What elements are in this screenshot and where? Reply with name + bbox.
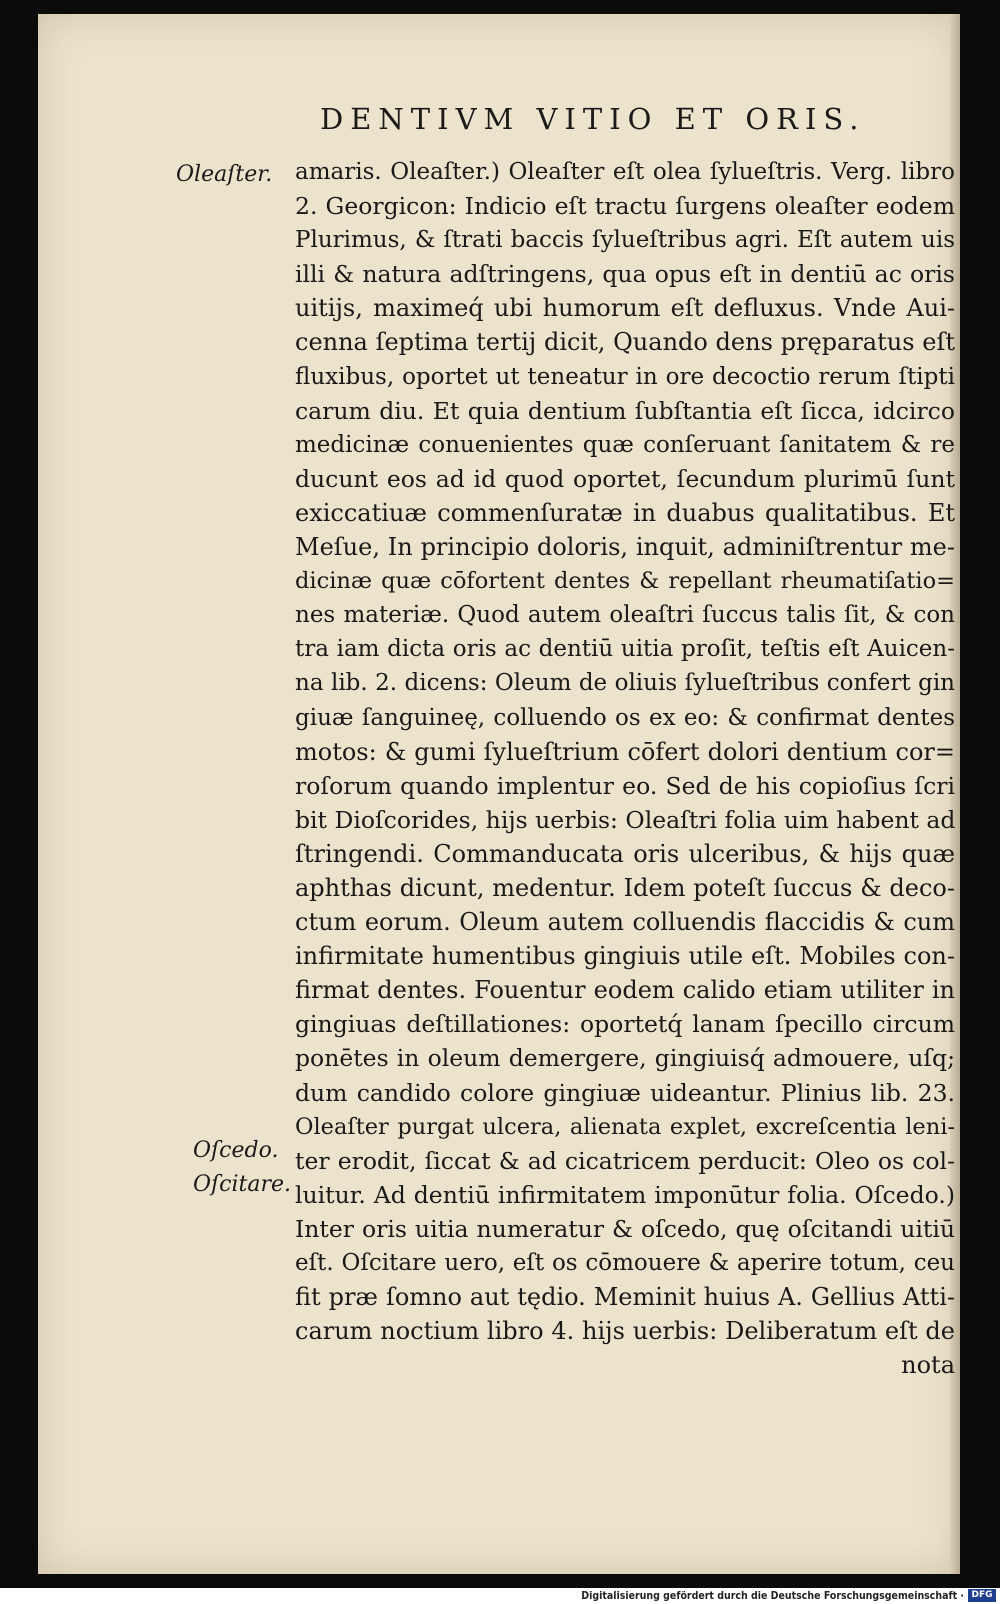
dfg-credit-text: Digitalisierung gefördert durch die Deutsche Forschungsgemeinschaft · (581, 1590, 964, 1602)
margin-note-oscitare: Oſcitare. (193, 1172, 292, 1197)
text-line: 2. Georgicon: Indicio eſt tractu ſurgens oleaſter eodem (295, 192, 955, 221)
text-line: Oleaſter purgat ulcera, alienata explet, excreſcentia leni- (295, 1113, 955, 1140)
text-line: illi & natura adſtringens, qua opus eſt in dentiū ac oris (295, 260, 955, 289)
text-line: bit Dioſcorides, hijs uerbis: Oleaſtri folia uim habent ad (295, 805, 956, 834)
text-line: dicinæ quæ cōfortent dentes & repellant rheumatiſatio= (295, 568, 955, 595)
text-line: luitur. Ad dentiū infirmitatem imponūtur folia. Oſcedo.) (295, 1180, 955, 1209)
text-line: eſt. Oſcitare uero, eſt os cōmouere & aperire totum, ceu (295, 1250, 955, 1276)
text-line: nes materiæ. Quod autem oleaſtri ſuccus talis ſit, & con (295, 602, 955, 629)
text-line: uitijs, maximeq́ ubi humorum eſt defluxus. Vnde Aui- (295, 294, 955, 323)
text-line: medicinæ conuenientes quæ conſeruant ſanitatem & re (295, 431, 955, 458)
text-line: fit præ ſomno aut tędio. Meminit huius A. Gellius Atti- (295, 1283, 955, 1312)
text-line: firmat dentes. Fouentur eodem calido etiam utiliter in (295, 976, 955, 1005)
text-line: gingiuas deſtillationes: oportetq́ lanam ſpecillo circum (295, 1010, 955, 1039)
text-line: giuæ ſanguineę, colluendo os ex eo: & confirmat dentes (295, 704, 955, 731)
text-line: carum noctium libro 4. hijs uerbis: Deliberatum eſt de (295, 1317, 955, 1346)
text-line: motos: & gumi ſylueſtrium cōfert dolori dentium cor= (295, 737, 955, 766)
text-line: ctum eorum. Oleum autem colluendis flaccidis & cum (295, 908, 955, 937)
text-line: infirmitate humentibus gingiuis utile eſt. Mobiles con- (295, 942, 955, 971)
margin-note-oscedo: Oſcedo. (193, 1138, 279, 1163)
text-line: exiccatiuæ commenſuratæ in duabus qualitatibus. Et (295, 498, 955, 527)
catchword: nota (901, 1351, 955, 1380)
text-line: carum diu. Et quia dentium ſubſtantia eſt ſicca, idcirco (295, 396, 955, 425)
margin-note-oleaster: Oleaſter. (176, 162, 273, 187)
text-line: Meſue, In principio doloris, inquit, adminiſtrentur me- (295, 533, 955, 562)
text-line: ter erodit, ſiccat & ad cicatricem perducit: Oleo os col- (295, 1146, 955, 1175)
text-line: amaris. Oleaſter.) Oleaſter eſt olea ſylueſtris. Verg. libro (295, 159, 955, 185)
text-line: ducunt eos ad id quod oportet, ſecundum plurimū ſunt (295, 464, 955, 493)
text-line: ſtringendi. Commanducata oris ulceribus, & hijs quæ (295, 839, 955, 868)
text-line: Inter oris uitia numeratur & oſcedo, quę oſcitandi uitiū (295, 1214, 955, 1243)
body-text (295, 155, 955, 1382)
text-line: aphthas dicunt, medentur. Idem poteſt ſuccus & deco- (295, 873, 955, 902)
text-line: Plurimus, & ſtrati baccis ſylueſtribus agri. Eſt autem uis (295, 227, 955, 254)
text-line: tra iam dicta oris ac dentiū uitia proſit, teſtis eſt Auicen- (295, 636, 955, 663)
dfg-logo-icon: DFG (968, 1589, 996, 1602)
text-line: na lib. 2. dicens: Oleum de oliuis ſylueſtribus confert gin (295, 670, 955, 697)
text-line: fluxibus, oportet ut teneatur in ore decoctio rerum ſtipti (295, 363, 955, 390)
text-line: roſorum quando implentur eo. Sed de his copioſius ſcri (295, 771, 955, 800)
running-title: DENTIVM VITIO ET ORIS. (320, 102, 866, 136)
text-line: dum candido colore gingiuæ uideantur. Plinius lib. 23. (295, 1078, 955, 1107)
text-line: ponētes in oleum demergere, gingiuisq́ admouere, uſq; (295, 1044, 955, 1073)
text-line: cenna ſeptima tertij dicit, Quando dens pręparatus eſt (295, 328, 955, 357)
